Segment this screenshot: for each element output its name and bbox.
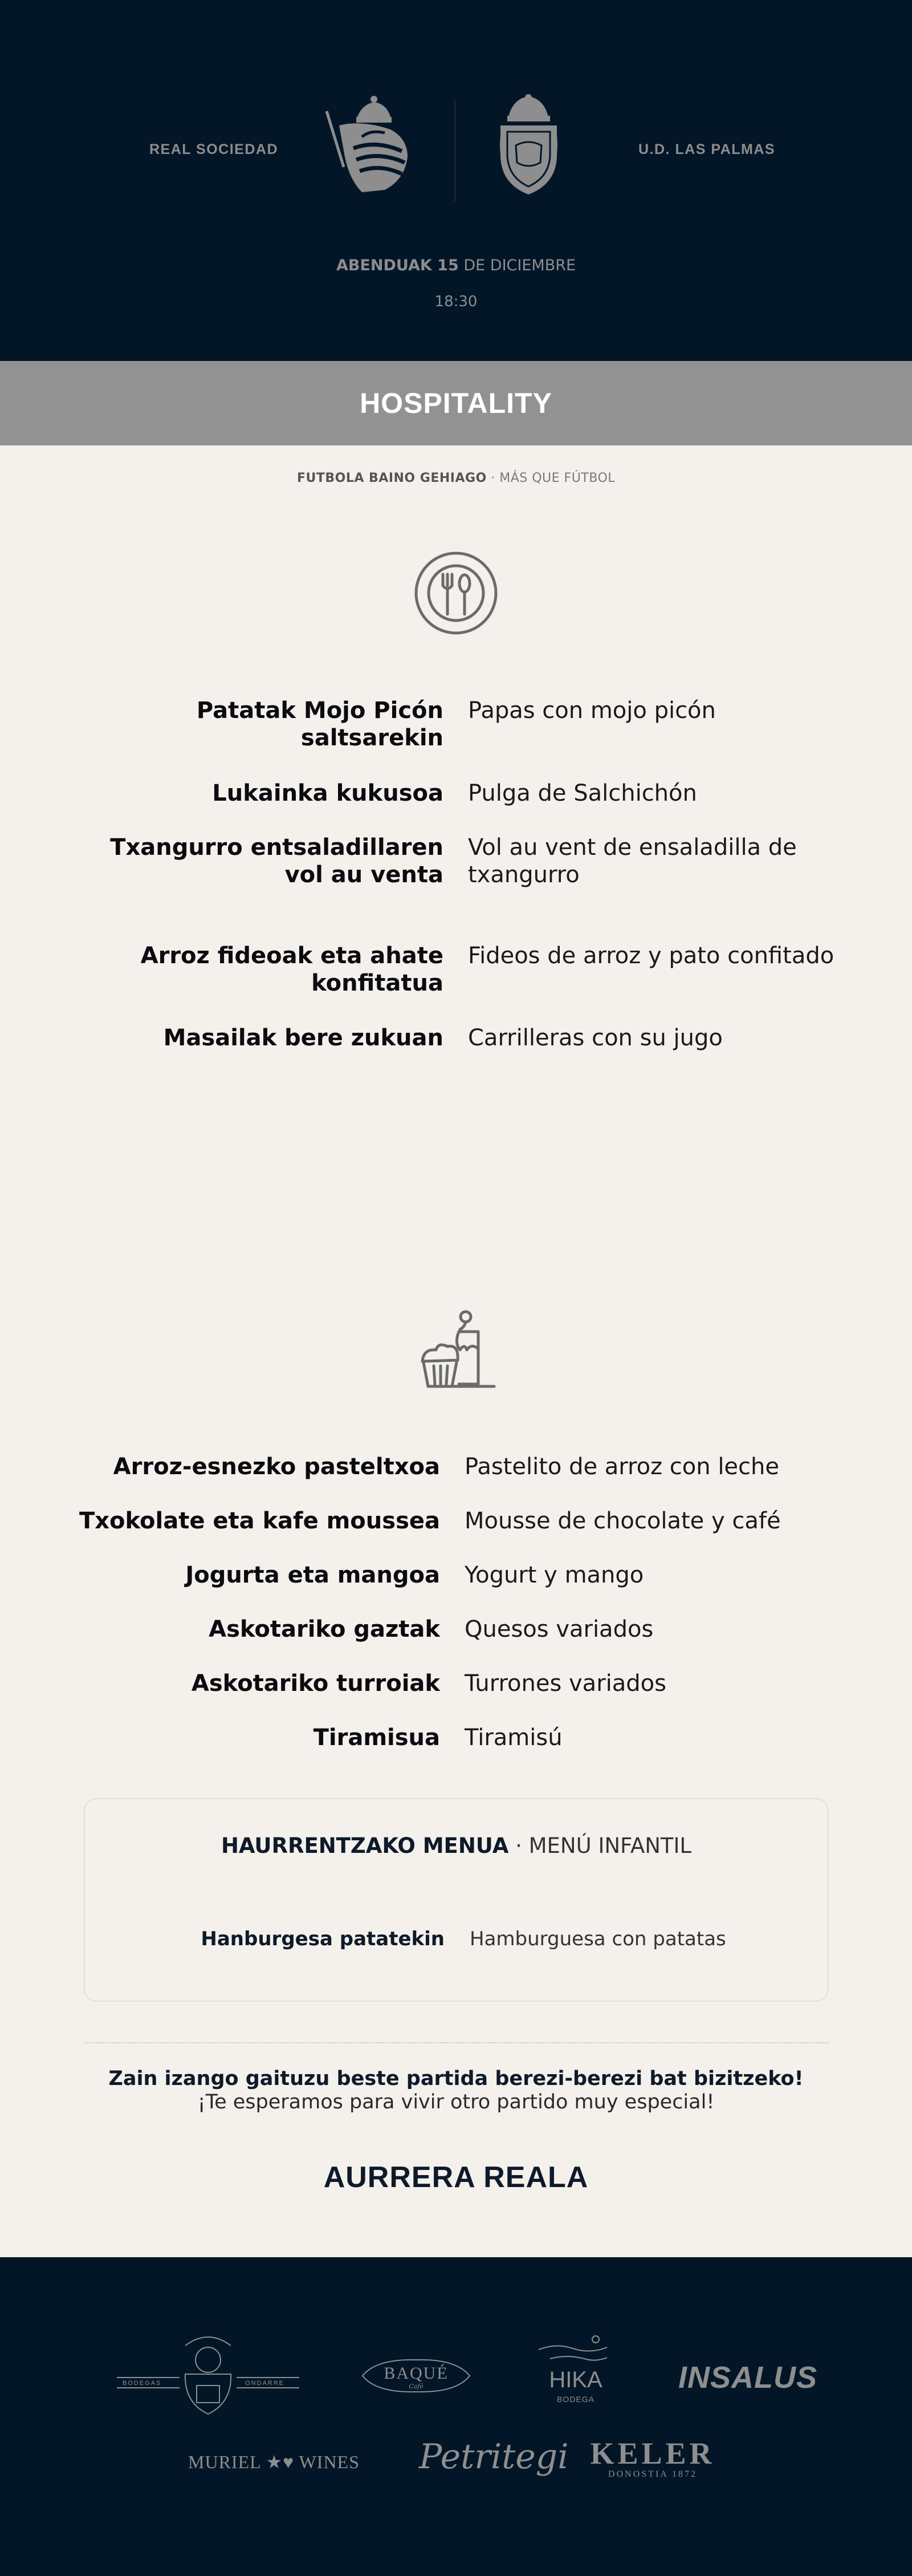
baque-sub: Café bbox=[409, 2383, 424, 2390]
away-team-name: U.D. LAS PALMAS bbox=[638, 141, 776, 157]
match-time: 18:30 bbox=[434, 293, 478, 310]
dessert-basque: Txokolate eta kafe moussea bbox=[79, 1508, 440, 1534]
baque-cafe-logo bbox=[359, 2353, 473, 2399]
kids-dish-spanish: Hamburguesa con patatas bbox=[470, 1928, 726, 1950]
dessert-basque: Askotariko gaztak bbox=[209, 1616, 440, 1642]
kids-menu-box bbox=[84, 1798, 829, 2002]
keler-label: KELER bbox=[590, 2436, 715, 2470]
dessert-spanish: Turrones variados bbox=[465, 1670, 666, 1697]
ondarre-label: ONDARRE bbox=[245, 2380, 285, 2387]
dessert-spanish: Yogurt y mango bbox=[465, 1562, 644, 1588]
dish-spanish: Pulga de Salchichón bbox=[468, 780, 697, 806]
bodegas-label: BODEGAS bbox=[123, 2380, 162, 2387]
dessert-basque: Askotariko turroiak bbox=[191, 1670, 440, 1697]
closing-message-spanish: ¡Te esperamos para vivir otro partido muy especial! bbox=[197, 2091, 715, 2113]
match-date-day: ABENDUAK 15 bbox=[336, 257, 459, 274]
las-palmas-crest-icon bbox=[496, 94, 561, 197]
hospitality-band bbox=[0, 361, 912, 445]
kids-menu-title bbox=[85, 1833, 828, 1858]
hika-bodega-logo bbox=[533, 2331, 618, 2411]
slogan: AURRERA REALA bbox=[323, 2161, 589, 2194]
cupcake-cake-icon bbox=[419, 1309, 499, 1394]
dish-spanish: Vol au vent de ensaladilla de txangurro bbox=[468, 834, 797, 888]
hika-sub: BODEGA bbox=[557, 2395, 595, 2404]
dotted-divider bbox=[84, 2042, 829, 2043]
tagline-basque: FUTBOLA BAINO GEHIAGO bbox=[296, 471, 487, 485]
dessert-basque: Arroz-esnezko pasteltxoa bbox=[113, 1454, 440, 1480]
dish-basque: Arroz fideoak eta ahate konfitatua bbox=[140, 943, 443, 996]
dish-spanish: Fideos de arroz y pato confitado bbox=[468, 943, 834, 969]
kids-title-basque: HAURRENTZAKO MENUA bbox=[221, 1833, 509, 1858]
match-date-month: DE DICIEMBRE bbox=[458, 257, 576, 274]
baque-label: BAQUÉ bbox=[384, 2364, 449, 2383]
match-date bbox=[0, 257, 912, 274]
dessert-spanish: Pastelito de arroz con leche bbox=[465, 1454, 779, 1480]
dish-spanish: Papas con mojo picón bbox=[468, 697, 716, 724]
hika-label: HIKA bbox=[549, 2367, 602, 2392]
closing-message-basque: Zain izango gaituzu beste partida berezi-berezi bat bizitzeko! bbox=[108, 2067, 804, 2090]
sponsors-footer bbox=[0, 2257, 912, 2576]
dish-basque: Masailak bere zukuan bbox=[163, 1025, 443, 1051]
muriel-wines-logo: MURIEL ★♥ WINES bbox=[188, 2452, 360, 2472]
bodegas-ondarre-logo bbox=[117, 2328, 299, 2420]
dessert-spanish: Tiramisú bbox=[465, 1725, 563, 1751]
dish-basque: Txangurro entsaladillaren vol au venta bbox=[110, 834, 443, 888]
dessert-basque: Tiramisua bbox=[313, 1725, 440, 1751]
dish-basque: Lukainka kukusoa bbox=[212, 780, 443, 806]
keler-sub: DONOSTIA 1872 bbox=[608, 2469, 697, 2479]
keler-logo bbox=[581, 2437, 724, 2480]
dessert-spanish: Mousse de chocolate y café bbox=[465, 1508, 781, 1534]
tagline-spanish: · MÁS QUE FÚTBOL bbox=[486, 471, 616, 485]
cutlery-plate-icon bbox=[413, 550, 499, 636]
insalus-logo: INSALUS bbox=[678, 2360, 818, 2395]
kids-title-spanish: · MENÚ INFANTIL bbox=[508, 1833, 692, 1858]
dessert-spanish: Quesos variados bbox=[465, 1616, 654, 1642]
tagline bbox=[0, 471, 912, 485]
match-header bbox=[0, 0, 912, 361]
dish-spanish: Carrilleras con su jugo bbox=[468, 1025, 723, 1051]
kids-dish-basque: Hanburgesa patatekin bbox=[201, 1928, 445, 1950]
dessert-basque: Jogurta eta mangoa bbox=[185, 1562, 440, 1588]
page-title: HOSPITALITY bbox=[360, 387, 552, 419]
home-team-name: REAL SOCIEDAD bbox=[149, 141, 279, 157]
crest-divider bbox=[454, 100, 455, 201]
petritegi-logo: Petritegi bbox=[419, 2437, 569, 2477]
dish-basque: Patatak Mojo Picón saltsarekin bbox=[196, 697, 443, 751]
real-sociedad-crest-icon bbox=[322, 94, 416, 200]
